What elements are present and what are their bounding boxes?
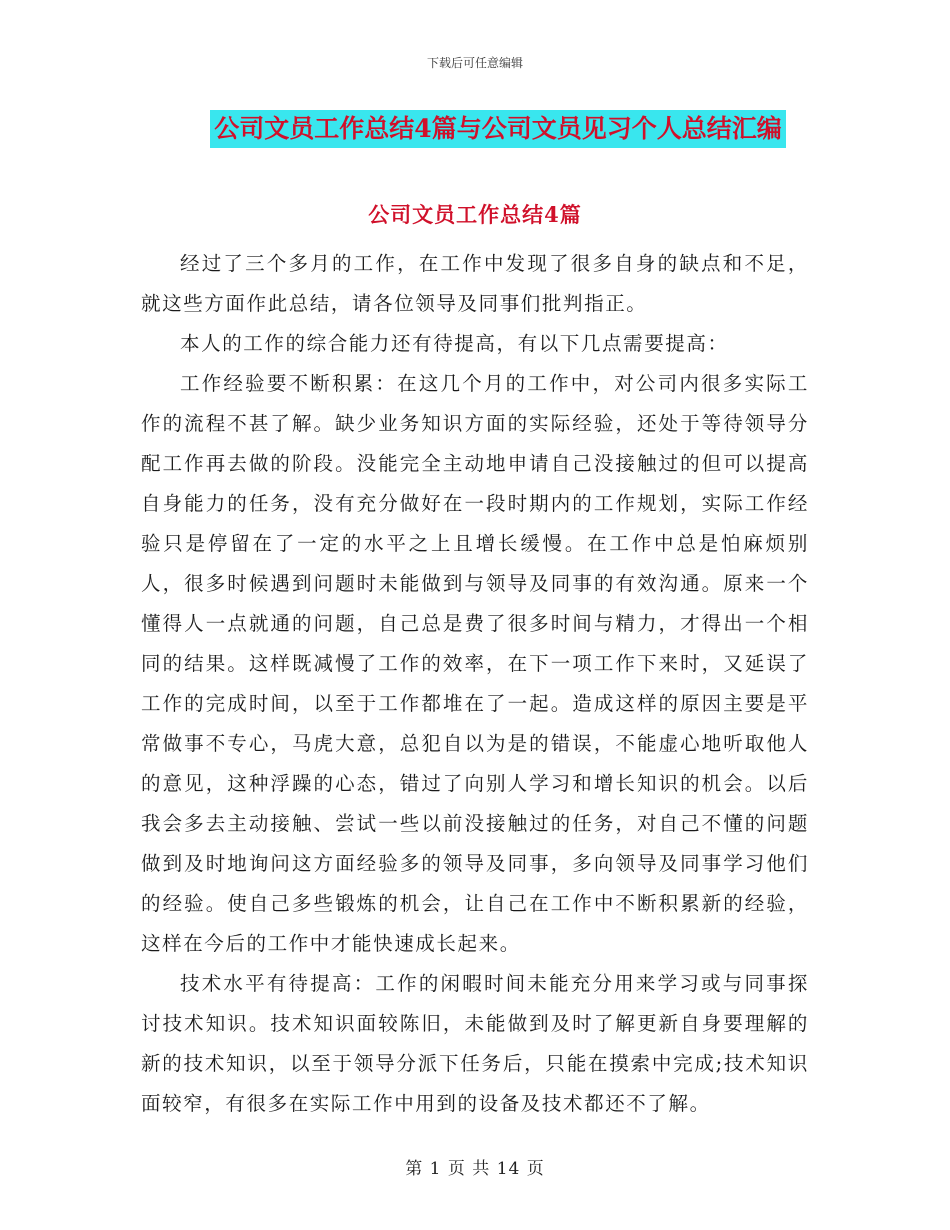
document-body bbox=[141, 244, 809, 1124]
section-title: 公司文员工作总结4篇 bbox=[368, 202, 582, 227]
paragraph-4: 技术水平有待提高：工作的闲暇时间未能充分用来学习或与同事探讨技术知识。技术知识面较陈旧，未能做到及时了解更新自身要理解的新的技术知识，以至于领导分派下任务后，只能在摸索中完成;技术知识面较窄，有很多在实际工作中用到的设备及技术都还不了解。 bbox=[141, 972, 809, 1115]
page-number-footer: 第 1 页 共 14 页 bbox=[405, 1159, 545, 1179]
main-title-container bbox=[0, 110, 950, 148]
main-title: 公司文员工作总结4篇与公司文员见习个人总结汇编 bbox=[210, 110, 785, 148]
paragraph-1: 经过了三个多月的工作，在工作中发现了很多自身的缺点和不足，就这些方面作此总结，请各位领导及同事们批判指正。 bbox=[141, 252, 809, 315]
paragraph-3: 工作经验要不断积累：在这几个月的工作中，对公司内很多实际工作的流程不甚了解。缺少业务知识方面的实际经验，还处于等待领导分配工作再去做的阶段。没能完全主动地申请自己没接触过的但可以提高自身能力的任务，没有充分做好在一段时期内的工作规划，实际工作经验只是停留在了一定的水平之上且增长缓慢。在工作中总是怕麻烦别人，很多时候遇到问题时未能做到与领导及同事的有效沟通。原来一个懂得人一点就通的问题，自己总是费了很多时间与精力，才得出一个相同的结果。这样既减慢了工作的效率，在下一项工作下来时，又延误了工作的完成时间，以至于工作都堆在了一起。造成这样的原因主要是平常做事不专心，马虎大意，总犯自以为是的错误，不能虚心地听取他人的意见，这种浮躁的心态，错过了向别人学习和增长知识的机会。以后我会多去主动接触、尝试一些以前没接触过的任务，对自己不懂的问题做到及时地询问这方面经验多的领导及同事，多向领导及同事学习他们的经验。使自己多些锻炼的机会，让自己在工作中不断积累新的经验，这样在今后的工作中才能快速成长起来。 bbox=[141, 372, 809, 955]
paragraph-2: 本人的工作的综合能力还有待提高，有以下几点需要提高： bbox=[180, 332, 729, 355]
page-header-note: 下载后可任意编辑 bbox=[426, 56, 523, 70]
